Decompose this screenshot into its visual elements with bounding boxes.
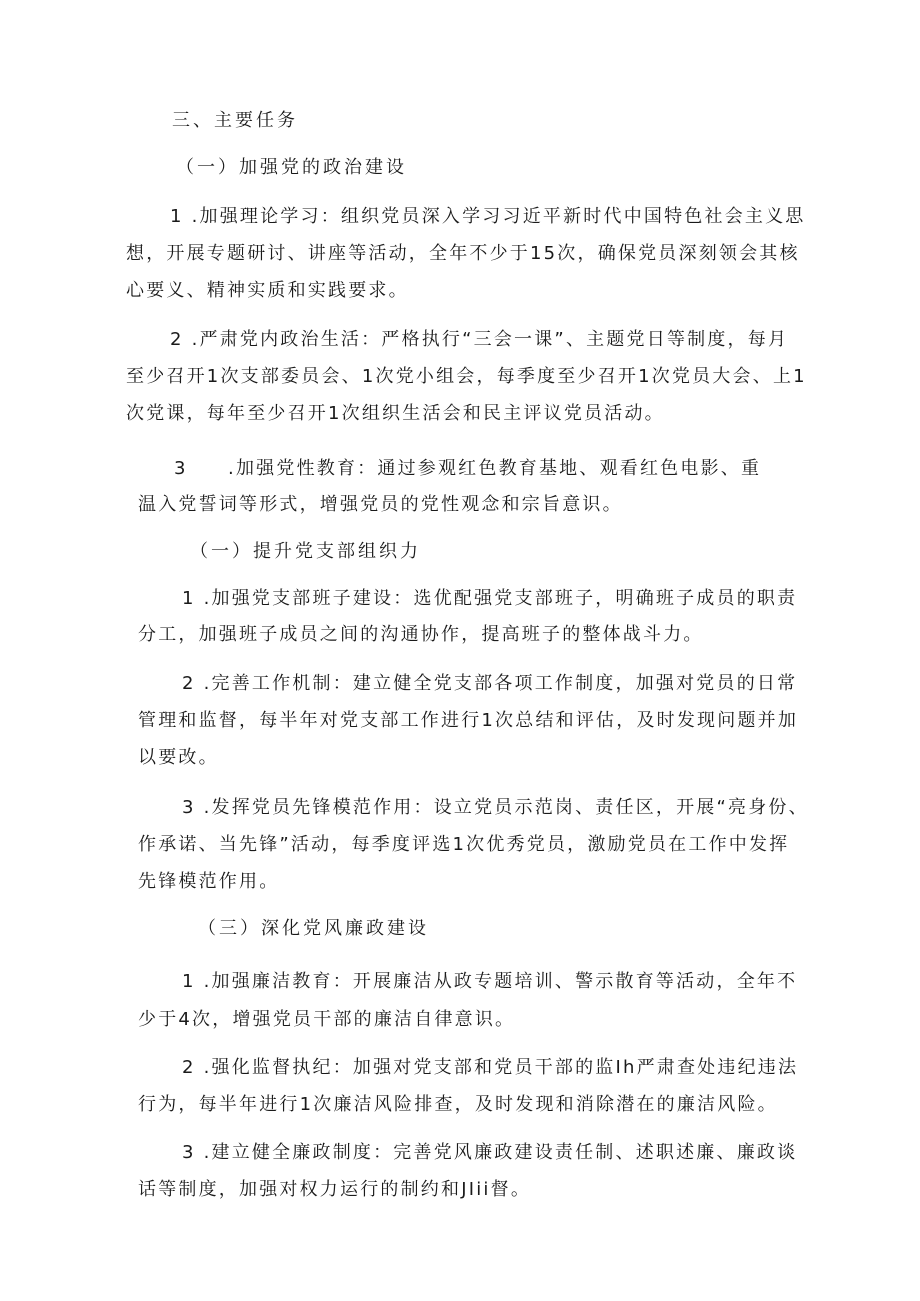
part1-item1-line1: 1 .加强理论学习：组织党员深入学习习近平新时代中国特色社会主义思 [170, 206, 806, 227]
part2-item3-line2: 作承诺、当先锋”活动，每季度评选1次优秀党员，激励党员在工作中发挥 [138, 834, 790, 855]
part1-item3-line1: 3 .加强党性教育：通过参观红色教育基地、观看红色电影、重 [174, 458, 762, 479]
part3-item1-line2: 少于4次，增强党员干部的廉洁自律意识。 [138, 1009, 516, 1030]
part3-item1-line1: 1 .加强廉洁教育：开展廉洁从政专题培训、警示散育等活动，全年不 [182, 971, 798, 992]
part2-item2-line1: 2 .完善工作机制：建立健全党支部各项工作制度，加强对党员的日常 [182, 673, 798, 694]
part3-item3-line1: 3 .建立健全廉政制度：完善党风廉政建设责任制、述职述廉、廉政谈 [182, 1142, 798, 1163]
part3-item3-line2: 话等制度，加强对权力运行的制约和JIii督。 [138, 1179, 532, 1200]
part2-item3-line3: 先锋模范作用。 [138, 871, 280, 892]
part2-item1-line1: 1 .加强党支部班子建设：选优配强党支部班子，明确班子成员的职责 [182, 588, 798, 609]
part1-item2-line2: 至少召开1次支部委员会、1次党小组会，每季度至少召开1次党员大会、上1 [126, 366, 807, 387]
part1-item2-line3: 次党课，每年至少召开1次组织生活会和民主评议党员活动。 [126, 403, 665, 424]
part1-item1-line3: 心要义、精神实质和实践要求。 [126, 280, 409, 301]
part1-heading: （一）加强党的政治建设 [176, 157, 407, 178]
part1-item3-line2: 温入党誓词等形式，增强党员的党性观念和宗旨意识。 [138, 494, 623, 515]
part2-item1-line2: 分工，加强班子成员之间的沟通协作，提高班子的整体战斗力。 [138, 624, 704, 645]
part2-heading: （一）提升党支部组织力 [190, 541, 421, 562]
part2-item2-line2: 管理和监督，每半年对党支部工作进行1次总结和评估，及时发现问题并加 [138, 710, 799, 731]
part2-item3-line1: 3 .发挥党员先锋模范作用：设立党员示范岗、责任区，开展“亮身份、 [182, 797, 809, 818]
part1-item1-line2: 想，开展专题研讨、讲座等活动，全年不少于15次，确保党员深刻领会其核 [126, 243, 800, 264]
part1-item2-line1: 2 .严肃党内政治生活：严格执行“三会一课”、主题党日等制度，每月 [170, 329, 789, 350]
part3-item2-line2: 行为，每半年进行1次廉洁风险排查，及时发现和消除潜在的廉洁风险。 [138, 1094, 778, 1115]
part3-heading: （三）深化党风廉政建设 [198, 918, 429, 939]
part3-item2-line1: 2 .强化监督执纪：加强对党支部和党员干部的监Ih严肃查处违纪违法 [182, 1057, 799, 1078]
section-title: 三、主要任务 [172, 110, 298, 131]
part2-item2-line3: 以要改。 [138, 747, 219, 768]
